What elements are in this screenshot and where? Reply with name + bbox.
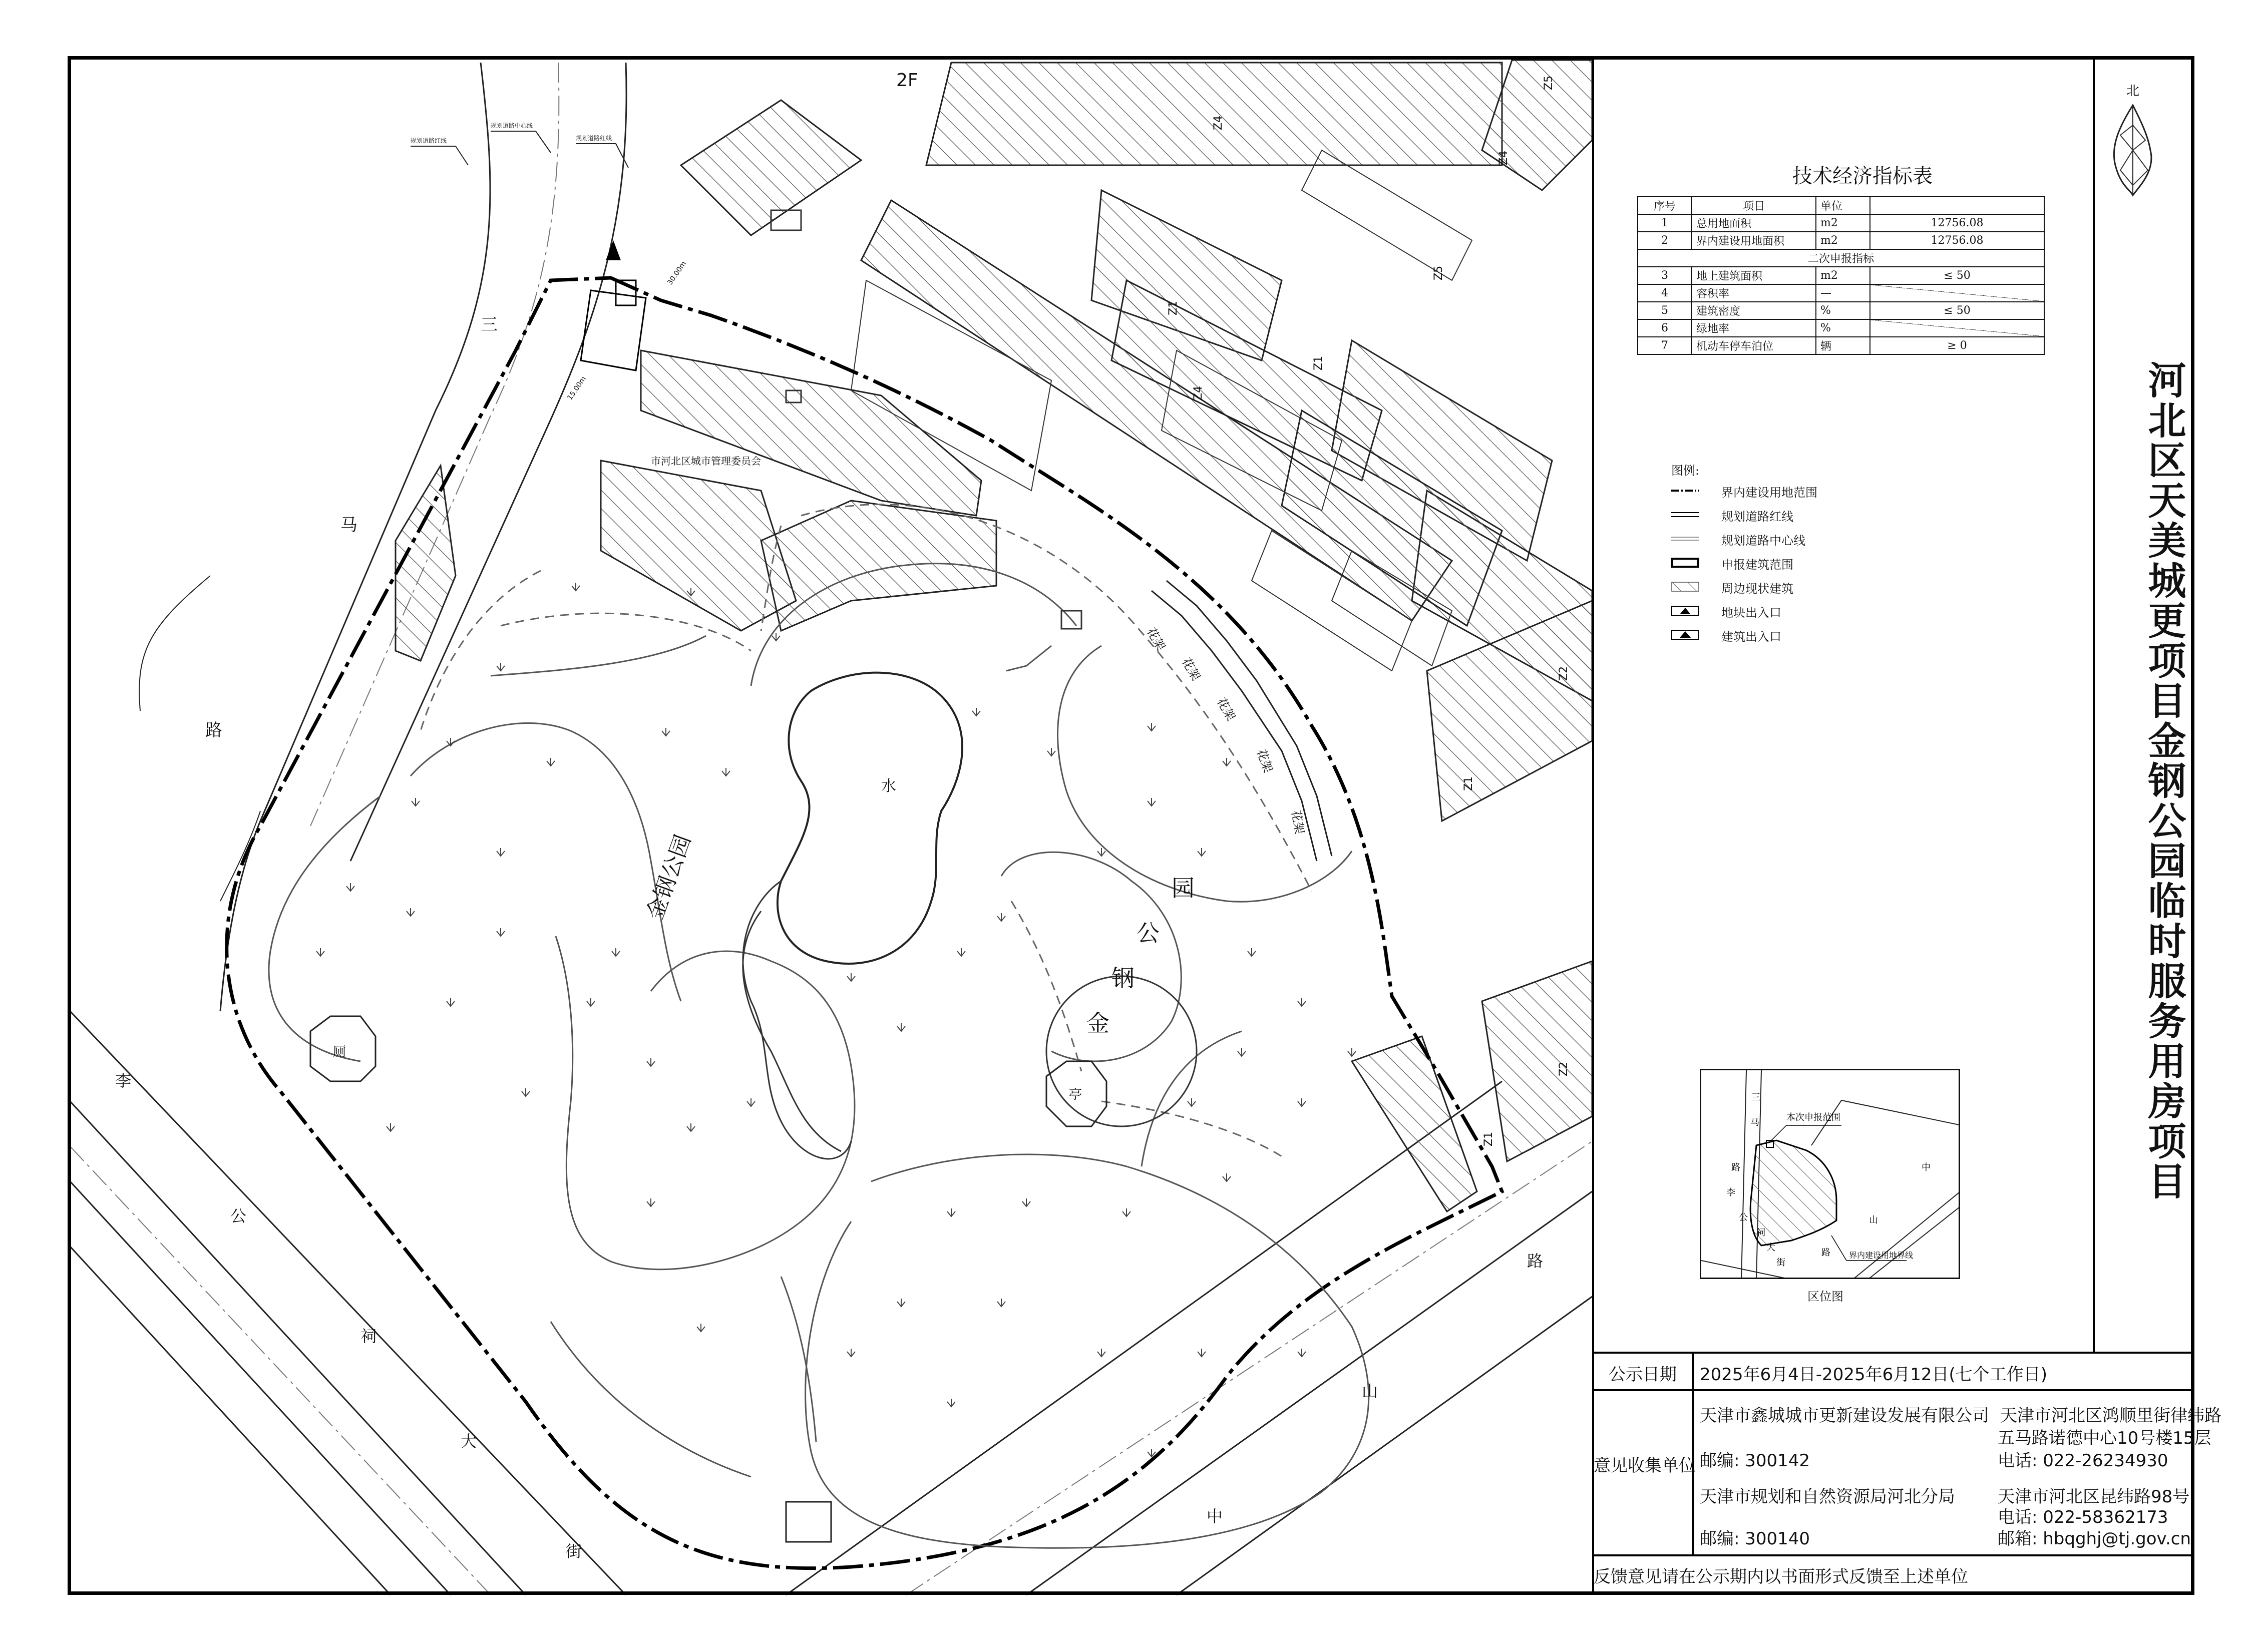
svg-text:路: 路	[1731, 1162, 1740, 1173]
bldg-z1-label-2: Z1	[1312, 355, 1325, 370]
water-label: 水	[881, 777, 896, 795]
legend-title: 图例:	[1671, 464, 1700, 478]
row-unit: m2	[1816, 232, 1870, 249]
pavilion-label: 亭	[1069, 1087, 1082, 1102]
park-name-left: 金钢公园	[642, 831, 696, 923]
svg-text:祠: 祠	[1756, 1227, 1765, 1238]
row-value: ≥ 0	[1870, 337, 2044, 354]
svg-text:中: 中	[1922, 1162, 1931, 1173]
toilet-label: 厕	[333, 1045, 346, 1060]
svg-text:三: 三	[1751, 1092, 1760, 1103]
road-label-san: 三	[481, 315, 498, 335]
row-value-slashed	[1870, 284, 2044, 302]
table-row	[1638, 337, 2044, 354]
floor-2f-label: 2F	[896, 70, 918, 91]
bldg-z4-label-3: Z4	[1497, 150, 1510, 165]
bldg-z2-label-1: Z2	[1558, 666, 1570, 681]
road-label-jie: 街	[566, 1542, 582, 1561]
row-no: 7	[1638, 337, 1692, 354]
red-line-label-a: 规划道路红线	[411, 137, 447, 144]
row-unit: %	[1816, 302, 1870, 319]
triangle-hollow-icon	[1671, 606, 1699, 616]
bldg-z4-label-2: Z4	[1192, 385, 1205, 400]
row-item: 建筑密度	[1692, 302, 1816, 319]
bldg-z4-label-1: Z4	[1212, 115, 1225, 130]
org1-tel: 电话: 022-26234930	[1998, 1451, 2168, 1471]
legend-item	[1671, 579, 1882, 595]
road-label-gong: 公	[230, 1206, 247, 1225]
svg-text:山: 山	[1869, 1215, 1878, 1225]
notice-rule-2	[1592, 1554, 2194, 1556]
dash-dot-line-icon	[1671, 486, 1699, 496]
notice-top-rule	[1592, 1352, 2194, 1354]
committee-label: 市河北区城市管理委员会	[651, 455, 761, 467]
row-item: 总用地面积	[1692, 214, 1816, 232]
road-label-ci: 祠	[360, 1327, 377, 1346]
triangle-filled-icon	[1671, 630, 1699, 640]
center-line-label: 规划道路中心线	[491, 122, 533, 129]
row-no: 2	[1638, 232, 1692, 249]
title-divider	[2093, 56, 2095, 1352]
park-name-char-2: 钢	[1111, 965, 1135, 992]
table-row	[1638, 319, 2044, 337]
header-value	[1870, 197, 2044, 214]
key-map-drawing	[1701, 1070, 1960, 1279]
legend-label: 周边现状建筑	[1721, 582, 1793, 596]
legend-label: 地块出入口	[1721, 606, 1781, 620]
flower-label-4: 花架	[1254, 747, 1276, 775]
row-value-slashed	[1870, 319, 2044, 337]
header-no: 序号	[1638, 197, 1692, 214]
row-value: 12756.08	[1870, 214, 2044, 232]
org1-address-2: 五马路诺德中心10号楼15层	[1998, 1428, 2211, 1448]
key-map-caption: 区位图	[1807, 1290, 1843, 1304]
road-label-li: 李	[115, 1071, 132, 1090]
svg-text:李: 李	[1726, 1187, 1735, 1198]
double-line-icon	[1671, 510, 1699, 520]
row-item: 机动车停车泊位	[1692, 337, 1816, 354]
bldg-z1-label-3: Z1	[1462, 776, 1475, 791]
notice-date-label: 公示日期	[1609, 1365, 1677, 1385]
hatch-icon	[1671, 582, 1699, 592]
notice-rule-1	[1592, 1389, 2194, 1391]
width-label-15: 15.00m	[566, 375, 588, 402]
bold-box-icon	[1671, 558, 1699, 568]
row-item: 界内建设用地面积	[1692, 232, 1816, 249]
row-unit: —	[1816, 284, 1870, 302]
org2-tel: 电话: 022-58362173	[1998, 1507, 2168, 1527]
park-name-char-4: 园	[1172, 875, 1195, 902]
road-label-lu-1: 路	[205, 720, 222, 740]
org2-mail: 邮箱: hbqghj@tj.gov.cn	[1998, 1529, 2191, 1549]
notice-date-value: 2025年6月4日-2025年6月12日(七个工作日)	[1700, 1365, 2048, 1385]
legend-item	[1671, 531, 1882, 547]
row-no: 6	[1638, 319, 1692, 337]
north-arrow	[2100, 70, 2165, 205]
row-item: 绿地率	[1692, 319, 1816, 337]
bldg-z5-label-1: Z5	[1543, 75, 1555, 90]
svg-text:街: 街	[1776, 1258, 1785, 1268]
table-row	[1638, 214, 2044, 232]
org2-name: 天津市规划和自然资源局河北分局	[1700, 1487, 1955, 1507]
width-label-30: 30.00m	[666, 260, 688, 287]
notice-footer: 反馈意见请在公示期内以书面形式反馈至上述单位	[1594, 1567, 1968, 1587]
tech-table	[1637, 196, 2045, 355]
header-item: 项目	[1692, 197, 1816, 214]
table-row	[1638, 284, 2044, 302]
row-value: ≤ 50	[1870, 267, 2044, 284]
org1-address-1: 天津市河北区鸿顺里街律纬路	[2000, 1406, 2221, 1426]
legend-item	[1671, 627, 1882, 643]
legend-label: 界内建设用地范围	[1721, 486, 1817, 500]
legend-label: 申报建筑范围	[1721, 558, 1793, 572]
north-label: 北	[2126, 84, 2140, 99]
svg-text:马: 马	[1750, 1117, 1759, 1128]
row-no: 3	[1638, 267, 1692, 284]
org1-name: 天津市鑫城城市更新建设发展有限公司	[1700, 1406, 1989, 1426]
legend-label: 规划道路中心线	[1721, 534, 1805, 548]
legend-label: 建筑出入口	[1721, 630, 1781, 644]
location-key-map	[1700, 1069, 1960, 1279]
row-no: 5	[1638, 302, 1692, 319]
road-label-ma: 马	[340, 515, 357, 535]
legend-item	[1671, 483, 1882, 499]
road-label-shan: 山	[1362, 1382, 1378, 1401]
row-item: 容积率	[1692, 284, 1816, 302]
tech-table-title: 技术经济指标表	[1792, 165, 1933, 188]
row-unit: m2	[1816, 267, 1870, 284]
project-title: 河北区天美城更项目金钢公园临时服务用房项目	[2142, 360, 2186, 1201]
header-unit: 单位	[1816, 197, 1870, 214]
row-unit: 辆	[1816, 337, 1870, 354]
row-value: 12756.08	[1870, 232, 2044, 249]
sub-header: 二次申报指标	[1638, 249, 2044, 267]
row-unit: m2	[1816, 214, 1870, 232]
row-no: 4	[1638, 284, 1692, 302]
org2-address: 天津市河北区昆纬路98号	[1998, 1487, 2190, 1507]
svg-text:路: 路	[1821, 1248, 1830, 1258]
key-scope-label: 本次申报范围	[1786, 1112, 1840, 1123]
flower-label-3: 花架	[1214, 695, 1239, 723]
row-item: 地上建筑面积	[1692, 267, 1816, 284]
notice-collect-label: 意见收集单位	[1594, 1456, 1696, 1476]
red-line-label-b: 规划道路红线	[576, 135, 612, 142]
key-boundary-label: 界内建设用地界线	[1849, 1251, 1914, 1260]
tech-table-header	[1638, 197, 2044, 214]
legend-item	[1671, 603, 1882, 619]
bldg-z2-label-2: Z2	[1558, 1061, 1570, 1076]
road-label-zhong: 中	[1207, 1507, 1223, 1526]
org1-zip: 邮编: 300142	[1700, 1451, 1810, 1471]
svg-text:公: 公	[1739, 1212, 1748, 1223]
flower-label-5: 花架	[1289, 809, 1307, 836]
bldg-z1-label-4: Z1	[1482, 1131, 1495, 1146]
legend-item	[1671, 507, 1882, 523]
table-row	[1638, 232, 2044, 249]
table-row	[1638, 267, 2044, 284]
table-subheader-row	[1638, 249, 2044, 267]
svg-text:大: 大	[1766, 1243, 1775, 1253]
thin-double-line-icon	[1671, 534, 1699, 544]
panel-divider	[1592, 56, 1594, 1595]
road-label-da: 大	[461, 1432, 477, 1451]
flower-label-2: 花架	[1179, 655, 1204, 683]
bldg-z5-label-2: Z5	[1432, 265, 1445, 280]
bldg-z1-label-1: Z1	[1167, 300, 1180, 315]
legend-label: 规划道路红线	[1721, 510, 1793, 524]
row-unit: %	[1816, 319, 1870, 337]
org2-zip: 邮编: 300140	[1700, 1529, 1810, 1549]
park-name-char-3: 公	[1137, 920, 1160, 947]
row-no: 1	[1638, 214, 1692, 232]
flower-label-1: 花架	[1144, 625, 1169, 653]
park-name-char-1: 金	[1086, 1010, 1109, 1037]
road-label-lu-2: 路	[1527, 1252, 1544, 1271]
legend-item	[1671, 555, 1882, 571]
table-row	[1638, 302, 2044, 319]
row-value: ≤ 50	[1870, 302, 2044, 319]
